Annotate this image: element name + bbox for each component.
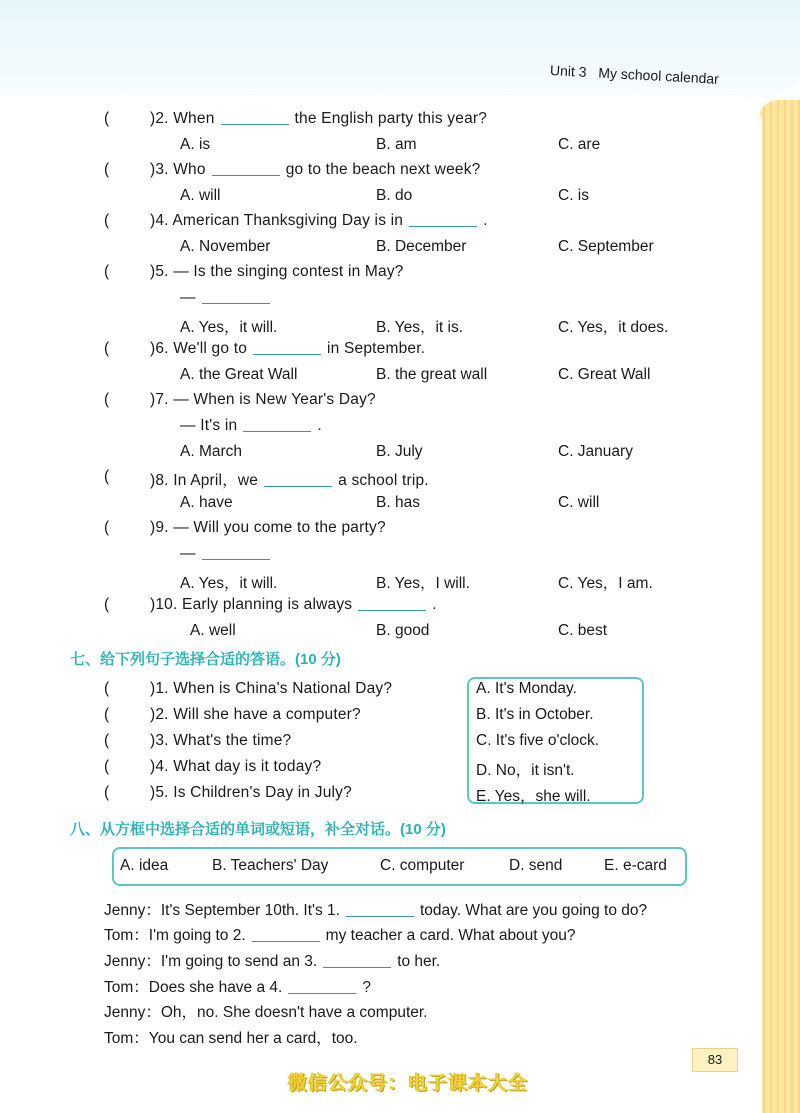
- question-text: [150, 263, 404, 281]
- dialogue-text: Jenny：It's September 10th. It's 1.: [104, 902, 340, 919]
- option-b: B. the great wall: [376, 366, 488, 383]
- question-paren: (: [104, 706, 110, 723]
- page-number: 83: [692, 1048, 738, 1072]
- question-number: )6.: [150, 340, 169, 357]
- reply-end: .: [317, 417, 322, 434]
- question-stem-end: go to the beach next week?: [285, 161, 481, 178]
- question-stem: — When is New Year's Day?: [173, 391, 376, 408]
- answer-blank[interactable]: [253, 353, 321, 355]
- option-c: C. is: [558, 187, 589, 204]
- question-stem-end: .: [483, 212, 488, 229]
- option-a: A. November: [180, 238, 271, 255]
- option-a: A. have: [180, 494, 233, 511]
- match-answer: E. Yes，she will.: [476, 788, 591, 805]
- dialogue-text: Tom：Does she have a 4.: [104, 979, 283, 996]
- word-bank-item: A. idea: [120, 857, 169, 874]
- dialogue-line: [104, 975, 371, 997]
- match-answer: A. It's Monday.: [476, 680, 577, 697]
- answer-blank[interactable]: [243, 430, 311, 432]
- option-c: C. will: [558, 494, 600, 511]
- watermark: 微信公众号：电子课本大全: [288, 1073, 529, 1094]
- dialogue-line: [104, 1000, 428, 1022]
- option-b: B. good: [376, 622, 430, 639]
- question-number: )3.: [150, 161, 169, 178]
- answer-blank[interactable]: [202, 558, 270, 560]
- question-paren: (: [104, 468, 110, 485]
- option-c: C. September: [558, 238, 654, 255]
- option-c: C. are: [558, 136, 601, 153]
- question-number: )1.: [150, 680, 169, 697]
- question-text: [150, 391, 376, 409]
- reply-dash: —: [180, 545, 196, 562]
- option-a: A. March: [180, 443, 243, 460]
- dialogue-blank[interactable]: [323, 966, 391, 968]
- question-line-2: [180, 545, 276, 563]
- match-question: [150, 680, 392, 698]
- question-number: )5.: [150, 784, 169, 801]
- unit-title: My school calendar: [597, 64, 720, 87]
- answer-blank[interactable]: [264, 485, 332, 487]
- question-number: )5.: [150, 263, 169, 280]
- dialogue-text: Tom：I'm going to 2.: [104, 927, 246, 944]
- question-stem-end: in September.: [327, 340, 426, 357]
- dialogue-text: Jenny：Oh，no. She doesn't have a computer.: [104, 1004, 428, 1021]
- match-question: [150, 784, 352, 802]
- question-paren: (: [104, 391, 110, 408]
- dialogue-text-end: today. What are you going to do?: [419, 902, 648, 919]
- match-answer: B. It's in October.: [476, 706, 594, 723]
- dialogue-line: [104, 898, 647, 920]
- dialogue-blank[interactable]: [346, 915, 414, 917]
- question-paren: (: [104, 263, 110, 280]
- option-a: A. well: [190, 622, 236, 639]
- option-c: C. January: [558, 443, 633, 460]
- question-paren: (: [104, 758, 110, 775]
- dialogue-text-end: to her.: [397, 953, 441, 970]
- question-text: [150, 340, 425, 358]
- question-stem: Early planning is always: [182, 596, 353, 613]
- question-number: )3.: [150, 732, 169, 749]
- option-a: A. Yes，it will.: [180, 575, 278, 592]
- option-a: A. Yes，it will.: [180, 319, 278, 336]
- question-stem: — Will you come to the party?: [173, 519, 386, 536]
- question-number: )2.: [150, 706, 169, 723]
- dialogue-text-end: my teacher a card. What about you?: [325, 927, 576, 944]
- option-a: A. will: [180, 187, 221, 204]
- word-bank-item: E. e-card: [604, 857, 667, 874]
- dialogue-text-end: ?: [362, 979, 371, 996]
- question-paren: (: [104, 519, 110, 536]
- question-number: )9.: [150, 519, 169, 536]
- answer-blank[interactable]: [202, 302, 270, 304]
- question-text: What's the time?: [173, 732, 292, 749]
- dialogue-blank[interactable]: [252, 940, 320, 942]
- question-paren: (: [104, 784, 110, 801]
- question-stem: — Is the singing contest in May?: [173, 263, 404, 280]
- section-7-title: 七、给下列句子选择合适的答语。(10 分): [70, 651, 341, 668]
- word-bank-item: B. Teachers' Day: [212, 857, 329, 874]
- answer-blank[interactable]: [358, 609, 426, 611]
- option-b: B. July: [376, 443, 423, 460]
- option-c: C. Great Wall: [558, 366, 651, 383]
- question-number: )4.: [150, 212, 169, 229]
- match-question: [150, 758, 321, 776]
- question-text: [150, 161, 480, 179]
- unit-label: Unit 3: [549, 62, 587, 80]
- page-edge-decoration: [758, 100, 800, 1113]
- question-text: [150, 596, 437, 614]
- question-number: )2.: [150, 110, 169, 127]
- section-8-title: 八、从方框中选择合适的单词或短语，补全对话。(10 分): [70, 821, 446, 838]
- question-text: When is China's National Day?: [173, 680, 393, 697]
- question-text: What day is it today?: [173, 758, 322, 775]
- option-a: A. the Great Wall: [180, 366, 298, 383]
- question-stem: In April，we: [173, 472, 259, 489]
- option-c: C. Yes，it does.: [558, 319, 669, 336]
- option-c: C. Yes，I am.: [558, 575, 653, 592]
- option-c: C. best: [558, 622, 608, 639]
- answer-blank[interactable]: [212, 174, 280, 176]
- word-bank-item: C. computer: [380, 857, 465, 874]
- question-number: )4.: [150, 758, 169, 775]
- option-b: B. Yes，it is.: [376, 319, 464, 336]
- question-paren: (: [104, 110, 110, 127]
- match-question: [150, 732, 291, 750]
- question-paren: (: [104, 732, 110, 749]
- reply-dash: —: [180, 289, 196, 306]
- question-stem: American Thanksgiving Day is in: [172, 212, 404, 229]
- question-text: Is Children's Day in July?: [173, 784, 352, 801]
- question-paren: (: [104, 596, 110, 613]
- dialogue-text: Jenny：I'm going to send an 3.: [104, 953, 318, 970]
- match-answer: C. It's five o'clock.: [476, 732, 600, 749]
- answer-blank[interactable]: [409, 225, 477, 227]
- dialogue-line: [104, 1026, 358, 1048]
- question-paren: (: [104, 161, 110, 178]
- question-number: )7.: [150, 391, 169, 408]
- option-b: B. Yes，I will.: [376, 575, 470, 592]
- option-b: B. am: [376, 136, 417, 153]
- option-b: B. has: [376, 494, 420, 511]
- dialogue-text: Tom：You can send her a card，too.: [104, 1030, 358, 1047]
- reply-dash: — It's in: [180, 417, 238, 434]
- question-line-2: [180, 289, 276, 307]
- question-line-2: [180, 417, 322, 435]
- question-stem: When: [173, 110, 215, 127]
- question-text: [150, 519, 386, 537]
- question-number: )10.: [150, 596, 178, 613]
- question-stem-end: .: [432, 596, 437, 613]
- question-text: [150, 468, 429, 490]
- question-paren: (: [104, 680, 110, 697]
- option-b: B. do: [376, 187, 413, 204]
- question-stem: We'll go to: [173, 340, 248, 357]
- question-stem-end: the English party this year?: [294, 110, 488, 127]
- question-paren: (: [104, 340, 110, 357]
- dialogue-line: [104, 949, 440, 971]
- question-paren: (: [104, 212, 110, 229]
- match-answer: D. No，it isn't.: [476, 762, 575, 779]
- question-text: Will she have a computer?: [173, 706, 361, 723]
- match-question: [150, 706, 361, 724]
- question-text: [150, 110, 487, 128]
- answer-blank[interactable]: [221, 123, 289, 125]
- option-b: B. December: [376, 238, 467, 255]
- question-stem: Who: [173, 161, 206, 178]
- question-stem-end: a school trip.: [338, 472, 429, 489]
- question-number: )8.: [150, 472, 169, 489]
- option-a: A. is: [180, 136, 211, 153]
- dialogue-line: [104, 923, 576, 945]
- dialogue-blank[interactable]: [288, 992, 356, 994]
- word-bank-item: D. send: [509, 857, 563, 874]
- question-text: [150, 212, 488, 230]
